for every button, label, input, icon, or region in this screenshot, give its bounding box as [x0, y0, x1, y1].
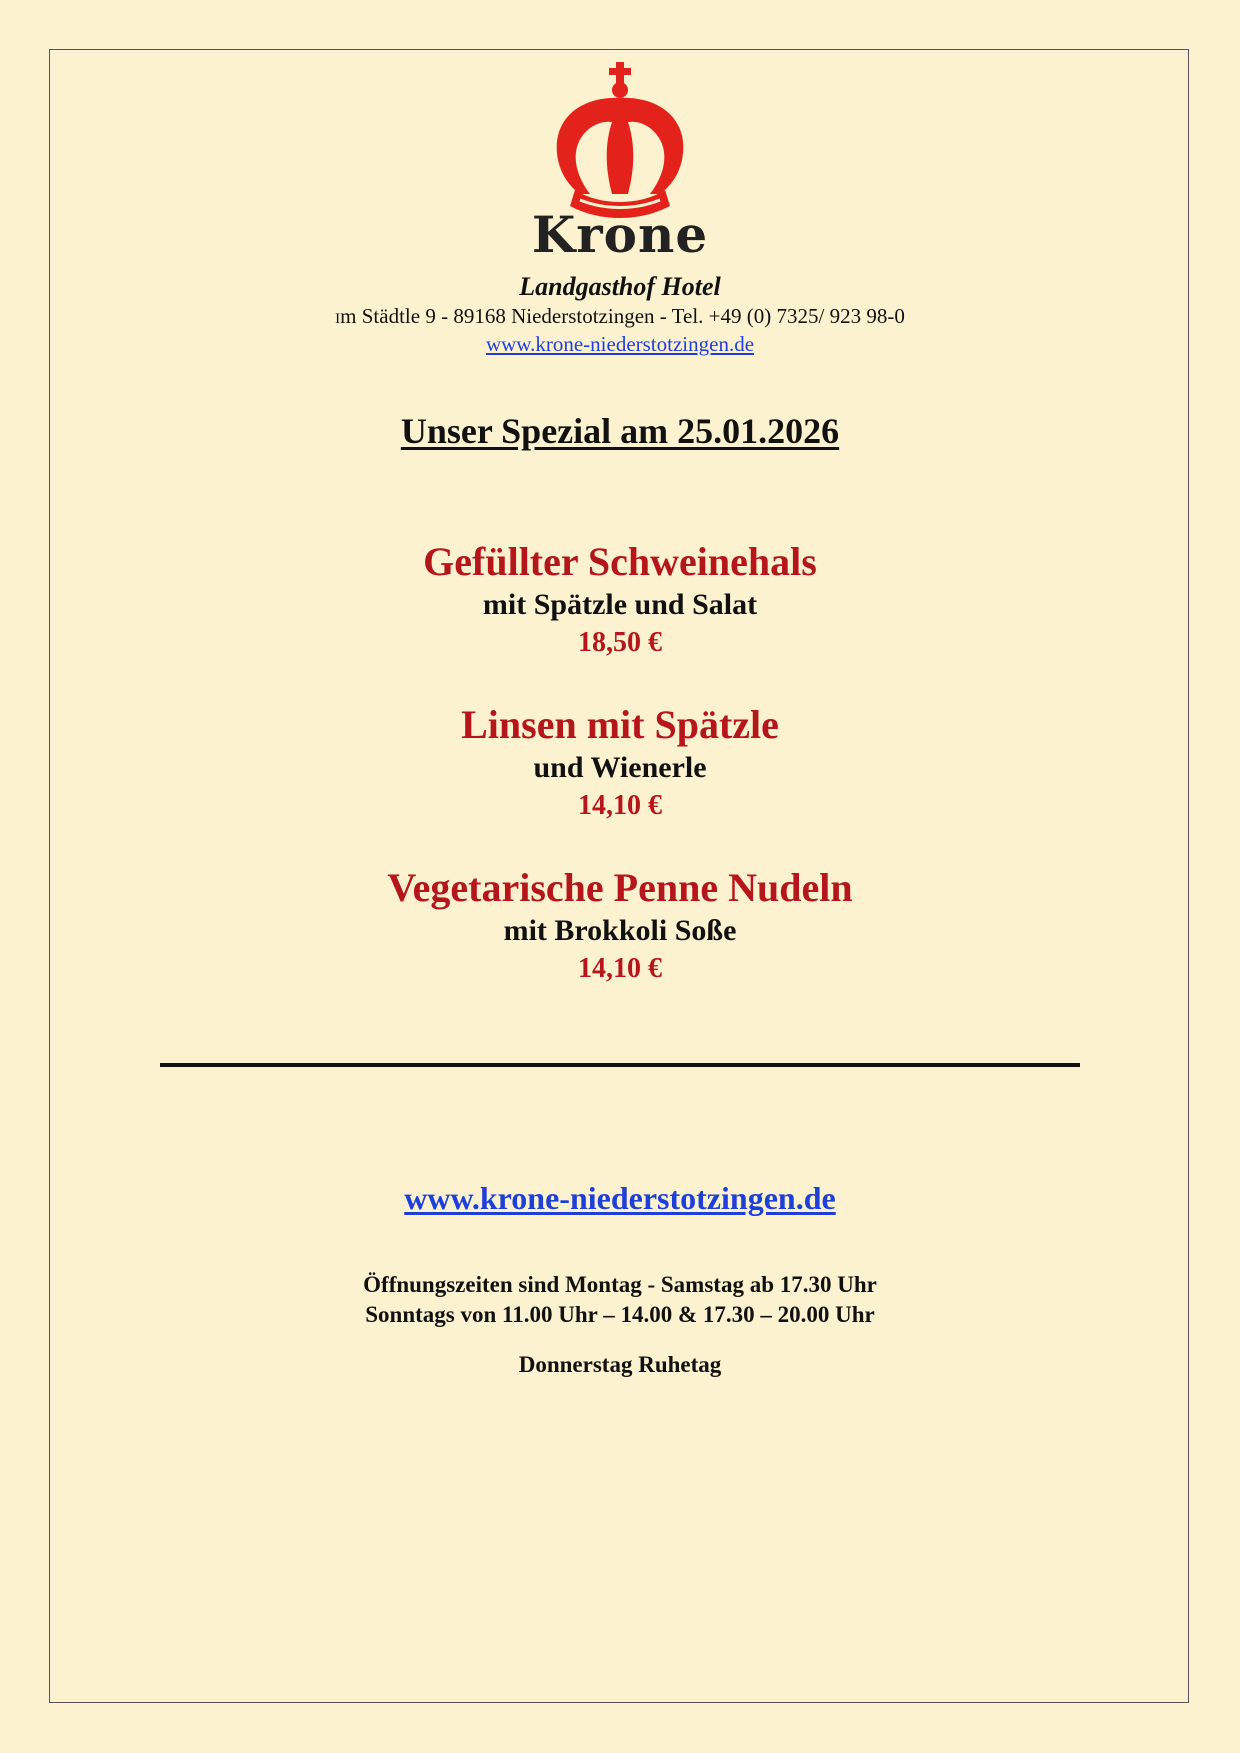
crown-icon [520, 60, 720, 260]
krone-logo [520, 60, 720, 260]
section-divider [160, 1063, 1080, 1067]
dish-price: 14,10 € [578, 790, 662, 821]
hotel-address [0, 304, 1240, 329]
address-initial: I [335, 311, 341, 327]
footer-website-link[interactable]: www.krone-niederstotzingen.de [404, 1180, 836, 1216]
hotel-subtitle: Landgasthof Hotel [519, 272, 721, 301]
address-text: m Städtle 9 - 89168 Niederstotzingen - Tel. +49 (0) 7325/ 923 98-0 [340, 304, 905, 328]
closed-day: Donnerstag Ruhetag [518, 1352, 722, 1377]
opening-hours-weekdays: Öffnungszeiten sind Montag - Samstag ab 17.30 Uhr [363, 1272, 877, 1297]
logo-wordmark: Krone [531, 205, 709, 260]
opening-hours-sunday: Sonntags von 11.00 Uhr – 14.00 & 17.30 – 20.00 Uhr [365, 1302, 875, 1327]
dish-price: 14,10 € [578, 953, 662, 984]
special-title: Unser Spezial am 25.01.2026 [400, 411, 840, 451]
dish-description: mit Spätzle und Salat [482, 588, 758, 621]
header-website-link[interactable]: www.krone-niederstotzingen.de [485, 332, 755, 356]
dish-name: Linsen mit Spätzle [461, 702, 779, 747]
dish-name: Vegetarische Penne Nudeln [387, 865, 853, 910]
dish-name: Gefüllter Schweinehals [423, 539, 817, 584]
dish-description: und Wienerle [533, 751, 707, 784]
dish-description: mit Brokkoli Soße [503, 914, 737, 947]
dish-price: 18,50 € [578, 627, 662, 658]
